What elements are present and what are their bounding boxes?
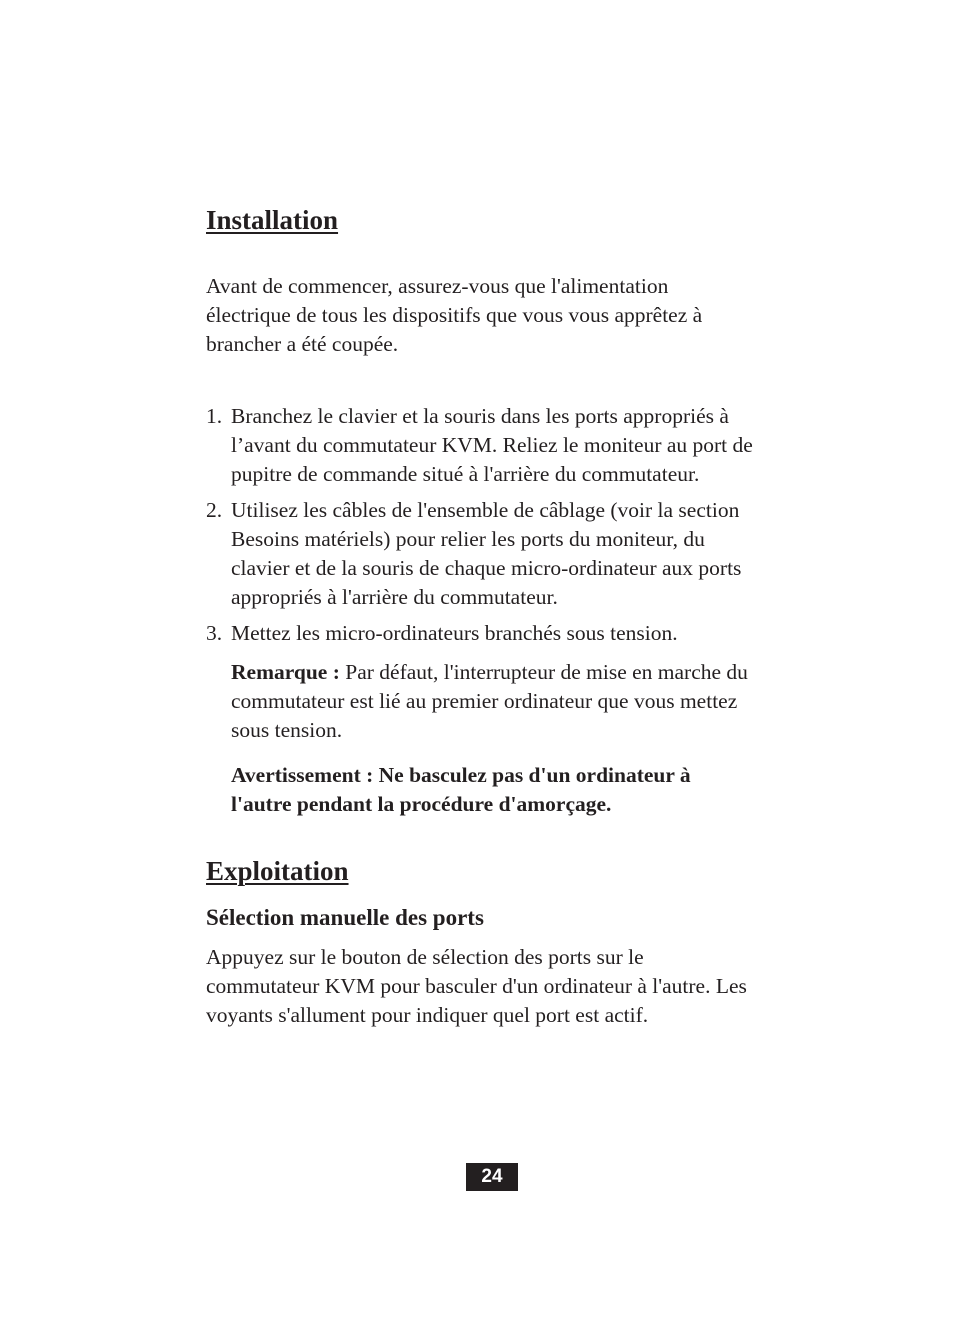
page-number: 24 [466,1163,518,1191]
step-text: Mettez les micro-ordinateurs branchés sous tension. [231,621,678,645]
step-text: Branchez le clavier et la souris dans les ports appropriés à l’avant du commutateur KVM. Reliez le moniteur au port de pupitre de commande situé à l'arrière du commutateur. [231,404,753,486]
installation-intro: Avant de commencer, assurez-vous que l'alimentation électrique de tous les dispositifs que vous vous apprêtez à brancher a été coupée. [206,274,703,356]
step-number: 3. [206,621,223,645]
note-paragraph [206,658,754,745]
note-label: Remarque : [231,660,340,684]
step-item [206,402,754,489]
installation-heading: Installation [206,205,339,235]
exploitation-text: Appuyez sur le bouton de sélection des ports sur le commutateur KVM pour basculer d'un ordinateur à l'autre. Les voyants s'allument pour indiquer quel port est actif. [206,945,747,1027]
note-text: Par défaut, l'interrupteur de mise en marche du commutateur est lié au premier ordinateur que vous mettez sous tension. [231,660,748,742]
step-item [206,619,754,648]
step-number: 2. [206,498,223,522]
warning-paragraph: Avertissement : Ne basculez pas d'un ordinateur à l'autre pendant la procédure d'amorçage. [231,763,691,816]
step-number: 1. [206,404,223,428]
exploitation-heading: Exploitation [206,856,349,886]
step-text: Utilisez les câbles de l'ensemble de câblage (voir la section Besoins matériels) pour relier les ports du moniteur, du clavier et de la souris de chaque micro-ordinateur aux ports appropriés à l'arrière du commutateur. [231,498,742,609]
page-content [206,200,754,1030]
installation-steps [206,402,754,648]
step-item [206,496,754,612]
manual-port-selection-subheading: Sélection manuelle des ports [206,905,484,930]
